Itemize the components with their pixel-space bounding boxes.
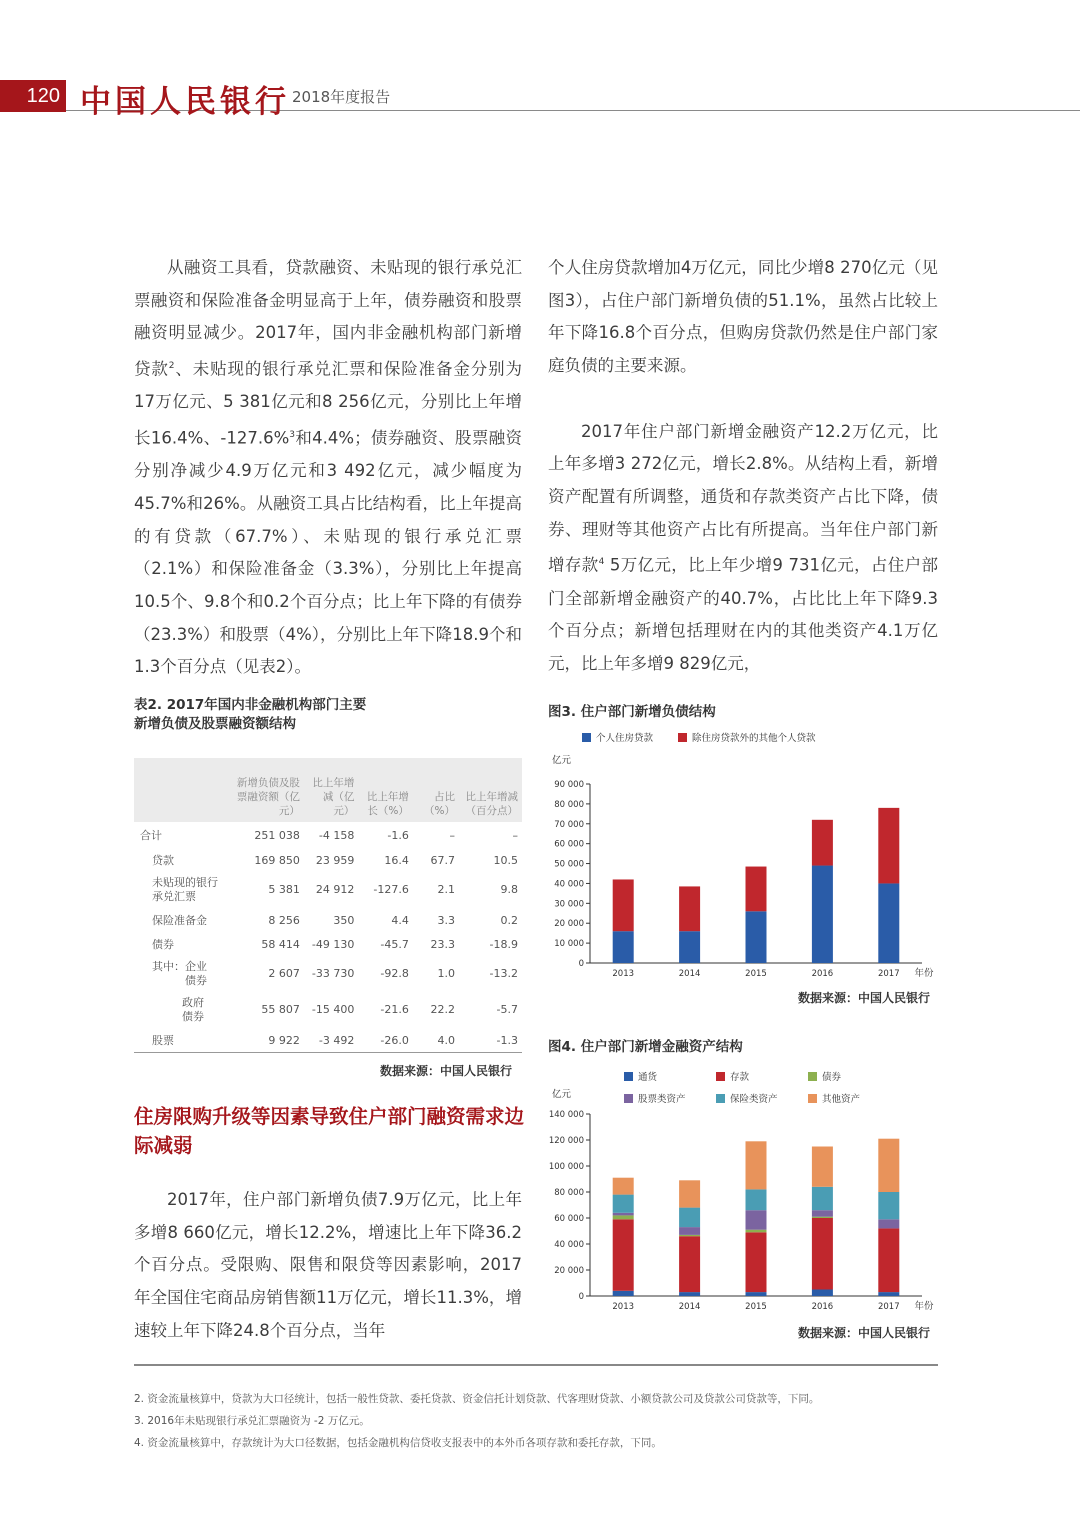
x-tick-label: 2017 — [877, 1302, 900, 1312]
legend-swatch — [808, 1094, 817, 1103]
y-tick-label: 40 000 — [554, 1240, 584, 1250]
bar-segment — [613, 1195, 634, 1213]
bar-segment — [746, 1292, 767, 1296]
table-row — [134, 1028, 522, 1053]
y-tick-label: 120 000 — [548, 1136, 584, 1146]
bar-segment — [878, 1292, 899, 1296]
row-label: 未贴现的银行承兑汇票 — [152, 876, 218, 903]
y-tick-label: 60 000 — [554, 839, 584, 850]
paragraph-financial-assets — [548, 416, 938, 681]
bar-segment — [679, 1208, 700, 1228]
footnote-ref-3[interactable]: 3 — [289, 430, 295, 441]
footnote-rule — [134, 1364, 938, 1366]
table-cell: 4.4 — [391, 913, 409, 927]
bar-segment — [812, 1218, 833, 1290]
legend-swatch — [716, 1072, 725, 1081]
legend-label: 债券 — [822, 1072, 842, 1083]
table2-header-cell: 比上年增长（%） — [358, 758, 413, 822]
bar-segment — [613, 1215, 634, 1219]
bar-segment — [878, 1192, 899, 1219]
x-tick-label: 2016 — [811, 969, 834, 979]
footnote-4: 4. 资金流量核算中，存款统计为大口径数据，包括金融机构信贷收支报表中的本外币各项存款和委托存款，下同。 — [134, 1437, 662, 1449]
row-prefix: 其中： — [152, 960, 185, 973]
table-row — [134, 992, 522, 1028]
x-tick-label: 2017 — [877, 969, 900, 979]
footnote-2: 2. 资金流量核算中，贷款为大口径统计，包括一般性贷款、委托贷款、资金信托计划贷款、代客理财贷款、小额贷款公司及贷款公司贷款等，下同。 — [134, 1393, 820, 1405]
bar-segment — [878, 808, 899, 884]
bar-segment — [613, 1291, 634, 1296]
row-label: 股票 — [134, 1028, 230, 1053]
table2-title-line2: 新增负债及股票融资额结构 — [134, 716, 296, 732]
table2-title — [134, 696, 524, 734]
left-column-section-text — [134, 1184, 522, 1348]
right-column-text — [548, 252, 938, 681]
bar-segment — [679, 1180, 700, 1207]
y-tick-label: 80 000 — [554, 799, 584, 810]
bar-segment — [679, 886, 700, 931]
bar-segment — [746, 1230, 767, 1233]
table2-header-cell — [134, 758, 230, 822]
table-cell: -33 730 — [311, 967, 355, 980]
table2-header-row — [134, 758, 522, 822]
x-tick-label: 2015 — [745, 969, 767, 979]
table-cell: – — [512, 828, 518, 842]
y-tick-label: 50 000 — [554, 859, 584, 870]
legend-label: 股票类资产 — [638, 1094, 686, 1105]
figure4-title: 图4. 住户部门新增金融资产结构 — [548, 1039, 743, 1055]
y-tick-label: 80 000 — [554, 1188, 584, 1198]
table-cell: 3.3 — [437, 913, 456, 927]
bar-segment — [679, 1236, 700, 1292]
bar-segment — [878, 1228, 899, 1292]
bar-segment — [613, 1219, 634, 1291]
table-row — [134, 908, 522, 932]
y-tick-label: 140 000 — [548, 1110, 584, 1120]
bar-segment — [812, 1290, 833, 1297]
table2-header-cell: 比上年增减（百分点） — [459, 758, 522, 822]
legend-swatch — [678, 733, 687, 742]
legend-swatch — [716, 1094, 725, 1103]
bar-segment — [812, 1187, 833, 1210]
bar-segment — [746, 1189, 767, 1210]
table-cell: 9.8 — [500, 883, 518, 896]
bar-segment — [746, 1141, 767, 1189]
table-cell: 10.5 — [493, 853, 518, 867]
table-cell: 5 381 — [268, 883, 300, 896]
table-cell: -4 158 — [318, 828, 355, 842]
x-tick-label: 2013 — [612, 1302, 635, 1312]
row-label: 保险准备金 — [152, 914, 207, 927]
x-axis-suffix: 年份 — [914, 968, 934, 979]
table-cell: -26.0 — [358, 1028, 413, 1053]
x-tick-label: 2013 — [612, 969, 635, 979]
figure4-chart — [548, 1062, 940, 1324]
text-segment: 从融资工具看，贷款融资、未贴现的银行承兑汇票融资和保险准备金明显高于上年，债券融资和股票融资明显减少。2017年，国内非金融机构部门新增贷款 — [134, 258, 522, 379]
y-tick-label: 20 000 — [554, 919, 584, 930]
table-cell: -127.6 — [373, 883, 409, 896]
footnote-3: 3. 2016年未贴现银行承兑汇票融资为 -2 万亿元。 — [134, 1415, 370, 1427]
paragraph-household-liabilities: 2017年，住户部门新增负债7.9万亿元，比上年多增8 660亿元，增长12.2%，增速比上年下降36.2个百分点。受限购、限售和限贷等因素影响，2017年全国住宅商品房销售额11万亿元，增长11.3%，增速较上年下降24.8个百分点，当年 — [134, 1190, 522, 1340]
y-tick-label: 60 000 — [554, 1214, 584, 1224]
x-tick-label: 2014 — [678, 1302, 701, 1312]
table2-source: 数据来源：中国人民银行 — [380, 1064, 513, 1078]
bar-segment — [746, 1210, 767, 1230]
table-row — [134, 932, 522, 956]
footnote-ref-4[interactable]: 4 — [598, 557, 605, 568]
legend-swatch — [808, 1072, 817, 1081]
table-cell: -45.7 — [380, 937, 409, 951]
table-row — [134, 822, 522, 848]
table-cell: 67.7 — [430, 853, 456, 867]
table-cell: -5.7 — [496, 1003, 518, 1016]
bar-segment — [812, 1210, 833, 1217]
bar-segment — [679, 1227, 700, 1235]
table-cell: 169 850 — [254, 853, 300, 867]
table-row — [134, 872, 522, 908]
bar-segment — [746, 867, 767, 912]
table-cell: 4.0 — [413, 1028, 459, 1053]
legend-label: 保险类资产 — [730, 1094, 778, 1105]
x-tick-label: 2016 — [811, 1302, 834, 1312]
bar-segment — [878, 1219, 899, 1228]
bar-segment — [878, 1139, 899, 1192]
table-cell: -21.6 — [380, 1003, 409, 1016]
bar-segment — [878, 883, 899, 963]
legend-label: 其他资产 — [822, 1094, 861, 1105]
table2-header-cell: 比上年增减（亿元） — [304, 758, 359, 822]
bar-segment — [746, 911, 767, 963]
y-tick-label: 90 000 — [554, 780, 584, 790]
table-cell: -49 130 — [311, 937, 355, 951]
row-label — [134, 956, 230, 992]
left-column-text — [134, 252, 522, 684]
table-cell: -92.8 — [380, 967, 409, 980]
report-title: 2018年度报告 — [292, 88, 391, 106]
bar-segment — [812, 1147, 833, 1187]
bar-segment — [812, 820, 833, 866]
legend-swatch — [582, 733, 591, 742]
legend-label: 个人住房贷款 — [596, 733, 654, 744]
table-row — [134, 956, 522, 992]
y-tick-label: 10 000 — [554, 939, 584, 950]
table2-header-cell: 新增负债及股票融资额（亿元） — [230, 758, 303, 822]
table2 — [134, 758, 522, 1053]
table-row — [134, 848, 522, 872]
y-tick-label: 40 000 — [554, 879, 584, 890]
text-segment: 和4.4%；债券融资、股票融资分别净减少4.9万亿元和3 492亿元，减少幅度为45.7%和26%。从融资工具占比结构看，比上年提高的有贷款（67.7%）、未贴现的银行承兑汇票（2.1%）和保险准备金（3.3%），分别比上年提高10.5个、9.8个和0.2个百分点；比上年下降的有债券（23.3%）和股票（4%），分别比上年下降18.9个和1.3个百分点（见表2）。 — [134, 428, 522, 677]
table-cell: -1.3 — [459, 1028, 522, 1053]
y-axis-label: 亿元 — [552, 755, 572, 766]
table-cell: -3 492 — [304, 1028, 359, 1053]
x-tick-label: 2015 — [745, 1302, 767, 1312]
table-cell: 251 038 — [254, 828, 300, 842]
table-cell: 23.3 — [430, 937, 456, 951]
figure3-source: 数据来源：中国人民银行 — [798, 991, 931, 1005]
text-segment: 2017年住户部门新增金融资产12.2万亿元，比上年多增3 272亿元，增长2.8%。从结构上看，新增资产配置有所调整，通货和存款类资产占比下降，债券、理财等其他资产占比有所提高。当年住户部门新增存款 — [548, 421, 938, 575]
table-cell: 0.2 — [500, 913, 518, 927]
bar-segment — [613, 931, 634, 963]
table2-header-cell: 占比（%） — [413, 758, 459, 822]
bar-segment — [746, 1232, 767, 1292]
bar-segment — [613, 1213, 634, 1216]
legend-swatch — [624, 1072, 633, 1081]
table-cell: -13.2 — [489, 967, 518, 980]
legend-swatch — [624, 1094, 633, 1103]
row-label — [134, 992, 230, 1028]
figure4-source: 数据来源：中国人民银行 — [798, 1326, 931, 1340]
row-label: 合计 — [140, 829, 162, 842]
table-cell: 8 256 — [268, 913, 300, 927]
paragraph-financing-tools — [134, 252, 522, 684]
table-cell: 1.0 — [437, 967, 456, 980]
y-tick-label: 100 000 — [548, 1162, 584, 1172]
text-segment: 5万亿元，比上年少增9 731亿元，占住户部门全部新增金融资产的40.7%，占比比上年下降9.3个百分点；新增包括理财在内的其他类资产4.1万亿元，比上年多增9 829亿元， — [548, 555, 938, 673]
bar-segment — [613, 1178, 634, 1195]
bar-segment — [812, 866, 833, 963]
bar-segment — [679, 1292, 700, 1296]
table-cell: 9 922 — [230, 1028, 303, 1053]
page-number: 120 — [0, 80, 66, 112]
legend-label: 除住房贷款外的其他个人贷款 — [692, 733, 816, 744]
table-cell: – — [449, 828, 456, 842]
table-cell: -1.6 — [387, 828, 409, 842]
table-cell: 350 — [333, 913, 355, 927]
table-cell: 16.4 — [384, 853, 409, 867]
table-cell: -15 400 — [311, 1003, 355, 1016]
table-cell: 55 807 — [261, 1003, 300, 1016]
y-tick-label: 30 000 — [554, 899, 584, 910]
figure3-chart — [548, 726, 940, 988]
x-tick-label: 2014 — [678, 969, 701, 979]
section-heading: 住房限购升级等因素导致住户部门融资需求边际减弱 — [134, 1105, 525, 1157]
y-axis-label: 亿元 — [552, 1089, 572, 1100]
legend-label: 通货 — [638, 1072, 658, 1083]
table-cell: 22.2 — [430, 1003, 456, 1016]
pboc-logo-text: 中国人民银行 — [80, 84, 290, 120]
legend-label: 存款 — [730, 1072, 750, 1083]
row-label: 债券 — [152, 938, 174, 951]
table-cell: 58 414 — [261, 937, 300, 951]
y-tick-label: 0 — [578, 1292, 584, 1302]
paragraph-housing-loans: 个人住房贷款增加4万亿元，同比少增8 270亿元（见图3），占住户部门新增负债的51.1%，虽然占比较上年下降16.8个百分点，但购房贷款仍然是住户部门家庭负债的主要来源。 — [548, 258, 938, 376]
bar-segment — [613, 879, 634, 931]
row-sublabel: 企业债券 — [185, 960, 207, 987]
figure3-title: 图3. 住户部门新增负债结构 — [548, 704, 716, 720]
table-cell: 23 959 — [315, 853, 355, 867]
y-tick-label: 70 000 — [554, 819, 584, 830]
table-cell: 2 607 — [268, 967, 300, 980]
row-label: 贷款 — [152, 854, 174, 867]
bar-segment — [812, 1217, 833, 1218]
table2-title-line1: 表2. 2017年国内非金融机构部门主要 — [134, 697, 367, 713]
y-tick-label: 0 — [578, 959, 584, 969]
text-segment: 、未贴现的银行承兑汇票和保险准备金分别为17万亿元、5 381亿元和8 256亿元，分别比上年增长16.4%、-127.6% — [134, 359, 523, 448]
footnote-ref-2[interactable]: 2 — [168, 361, 175, 372]
table-cell: 24 912 — [315, 883, 355, 896]
table-cell: -18.9 — [489, 937, 518, 951]
row-sublabel: 政府债券 — [182, 996, 204, 1023]
y-tick-label: 20 000 — [554, 1266, 584, 1276]
bar-segment — [679, 931, 700, 963]
bar-segment — [679, 1235, 700, 1236]
table-cell: 2.1 — [437, 883, 456, 896]
x-axis-suffix: 年份 — [914, 1301, 934, 1312]
